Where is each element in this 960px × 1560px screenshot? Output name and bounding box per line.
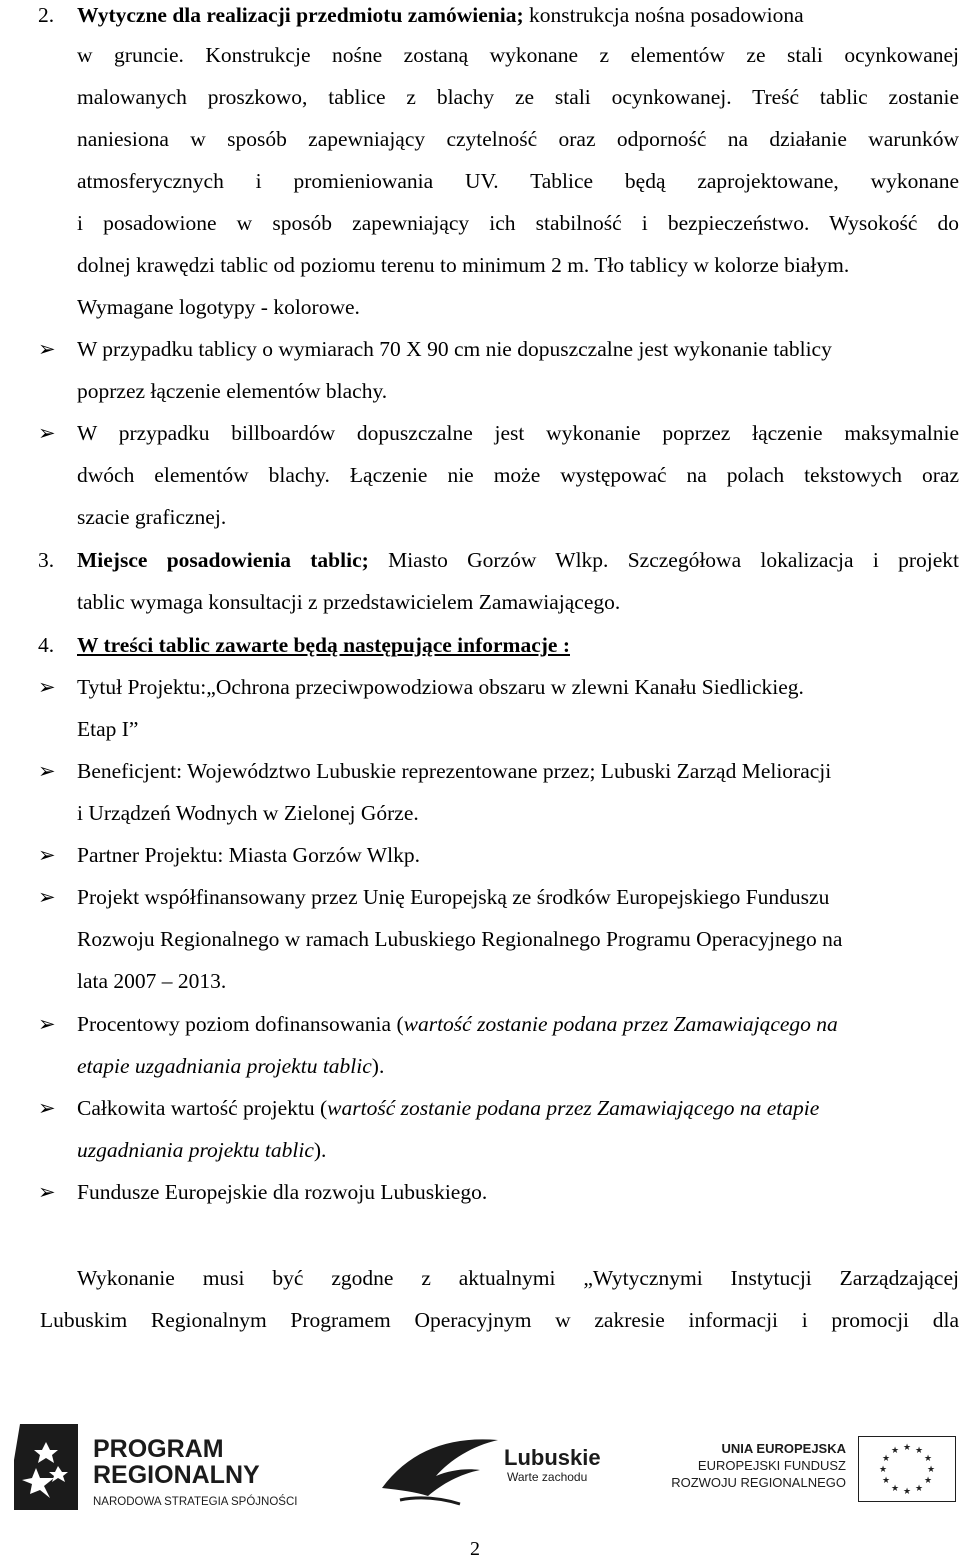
bullet-line: W przypadku tablicy o wymiarach 70 X 90 cm nie dopuszczalne jest wykonanie tablicy — [77, 337, 832, 361]
svg-text:★: ★ — [914, 1484, 924, 1494]
section-4-heading — [77, 630, 959, 660]
eu-logo-line-1: UNIA EUROPEJSKA — [721, 1441, 846, 1456]
arrow-bullet-icon: ➢ — [38, 843, 56, 867]
section-3-line-1: Miejsce posadowienia tablic; Miasto Gorzów Wlkp. Szczegółowa lokalizacja i projekt — [77, 548, 959, 572]
section-2-line-1: Wytyczne dla realizacji przedmiotu zamówienia; konstrukcja nośna posadowiona — [77, 3, 804, 27]
bullet-line: Projekt współfinansowany przez Unię Europejską ze środków Europejskiego Funduszu — [77, 885, 830, 909]
arrow-bullet-icon: ➢ — [38, 337, 56, 361]
svg-text:★: ★ — [890, 1484, 900, 1494]
paragraph-line: naniesiona w sposób zapewniający czytelność oraz odporność na działanie warunków — [77, 127, 959, 151]
svg-text:★: ★ — [890, 1446, 900, 1456]
svg-text:★: ★ — [902, 1487, 912, 1497]
eu-logo-line-2: EUROPEJSKI FUNDUSZ — [697, 1458, 846, 1473]
arrow-bullet-icon: ➢ — [38, 421, 56, 445]
lubuskie-logo-tagline: Warte zachodu — [507, 1470, 588, 1484]
bullet-line: uzgadniania projektu tablic). — [77, 1138, 327, 1162]
arrow-bullet-icon: ➢ — [38, 1012, 56, 1036]
bullet-line: i Urządzeń Wodnych w Zielonej Górze. — [77, 801, 419, 825]
program-regionalny-emblem-icon — [10, 1420, 82, 1514]
bullet-line: szacie graficznej. — [77, 505, 227, 529]
lubuskie-bird-icon — [380, 1430, 500, 1510]
section-number: 4. — [38, 633, 55, 657]
program-logo-line-2: REGIONALNY — [93, 1461, 260, 1489]
section-heading: Miejsce posadowienia tablic; — [77, 548, 369, 572]
arrow-bullet-icon: ➢ — [38, 885, 56, 909]
paragraph-line: w gruncie. Konstrukcje nośne zostaną wykonane z elementów ze stali ocynkowanej — [77, 43, 959, 67]
bullet-line: W przypadku billboardów dopuszczalne jest wykonanie poprzez łączenie maksymalnie — [77, 421, 959, 445]
logos-footer — [0, 1410, 960, 1520]
paragraph-line: i posadowione w sposób zapewniający ich stabilność i bezpieczeństwo. Wysokość do — [77, 211, 959, 235]
arrow-bullet-icon: ➢ — [38, 1096, 56, 1120]
bullet-line: dwóch elementów blachy. Łączenie nie może występować na polach tekstowych oraz — [77, 463, 959, 487]
svg-text:★: ★ — [881, 1454, 891, 1464]
bullet-line: Procentowy poziom dofinansowania (wartość zostanie podana przez Zamawiającego na — [77, 1012, 838, 1036]
bullet-line: Etap I” — [77, 717, 139, 741]
program-logo-line-3: NARODOWA STRATEGIA SPÓJNOŚCI — [93, 1496, 298, 1508]
closing-line: Lubuskim Regionalnym Programem Operacyjnym w zakresie informacji i promocji dla — [40, 1308, 959, 1332]
arrow-bullet-icon: ➢ — [38, 759, 56, 783]
paragraph-line: dolnej krawędzi tablic od poziomu terenu to minimum 2 m. Tło tablicy w kolorze białym. — [77, 253, 850, 277]
section-number: 2. — [38, 3, 55, 27]
svg-text:★: ★ — [881, 1476, 891, 1486]
paragraph-line: tablic wymaga konsultacji z przedstawicielem Zamawiającego. — [77, 590, 621, 614]
lubuskie-logo-name: Lubuskie — [504, 1445, 601, 1470]
arrow-bullet-icon: ➢ — [38, 675, 56, 699]
eu-flag-icon — [858, 1436, 956, 1502]
svg-text:★: ★ — [878, 1465, 888, 1475]
paragraph-line: malowanych proszkowo, tablice z blachy ze stali ocynkowanej. Treść tablic zostanie — [77, 85, 959, 109]
section-heading: W treści tablic zawarte będą następujące informacje : — [77, 633, 570, 657]
svg-text:★: ★ — [902, 1443, 912, 1453]
eu-logo-line-3: ROZWOJU REGIONALNEGO — [671, 1475, 846, 1490]
bullet-line: Fundusze Europejskie dla rozwoju Lubuskiego. — [77, 1180, 488, 1204]
paragraph-line: Wymagane logotypy - kolorowe. — [77, 295, 360, 319]
svg-text:★: ★ — [914, 1446, 924, 1456]
paragraph-line: atmosferycznych i promieniowania UV. Tablice będą zaprojektowane, wykonane — [77, 169, 959, 193]
bullet-line: lata 2007 – 2013. — [77, 969, 227, 993]
svg-text:★: ★ — [926, 1465, 936, 1475]
bullet-line: poprzez łączenie elementów blachy. — [77, 379, 388, 403]
arrow-bullet-icon: ➢ — [38, 1180, 56, 1204]
section-heading: Wytyczne dla realizacji przedmiotu zamówienia; — [77, 3, 524, 27]
bullet-line: Beneficjent: Województwo Lubuskie reprezentowane przez; Lubuski Zarząd Melioracji — [77, 759, 832, 783]
svg-text:★: ★ — [923, 1476, 933, 1486]
bullet-line: Tytuł Projektu:„Ochrona przeciwpowodziowa obszaru w zlewni Kanału Siedlickieg. — [77, 675, 804, 699]
page-number: 2 — [470, 1538, 480, 1560]
closing-line: Wykonanie musi być zgodne z aktualnymi „Wytycznymi Instytucji Zarządzającej — [77, 1266, 959, 1290]
bullet-line: Partner Projektu: Miasta Gorzów Wlkp. — [77, 843, 420, 867]
section-number: 3. — [38, 548, 55, 572]
bullet-line: etapie uzgadniania projektu tablic). — [77, 1054, 385, 1078]
program-logo-line-1: PROGRAM — [93, 1435, 224, 1463]
bullet-line: Rozwoju Regionalnego w ramach Lubuskiego Regionalnego Programu Operacyjnego na — [77, 927, 843, 951]
svg-text:★: ★ — [923, 1454, 933, 1464]
bullet-line: Całkowita wartość projektu (wartość zostanie podana przez Zamawiającego na etapie — [77, 1096, 820, 1120]
